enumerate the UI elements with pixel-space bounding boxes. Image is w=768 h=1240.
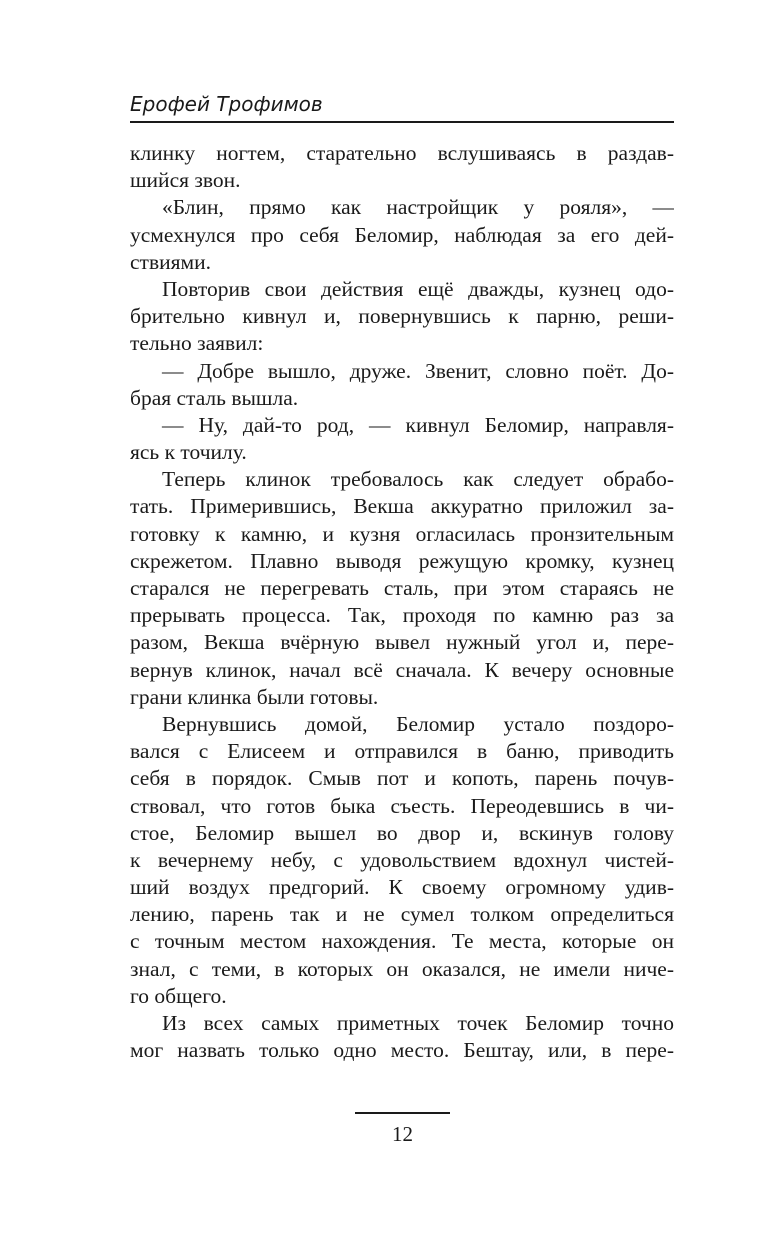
text-line: — Ну, дай-то род, — кивнул Беломир, направля- [162,412,674,437]
text-line: к вечернему небу, с удовольствием вдохнул чистей- [130,847,674,872]
text-line: мог назвать только одно место. Бештау, или, в пере- [130,1038,674,1063]
text-line: разом, Векша вчёрную вывел нужный угол и, пере- [130,630,674,655]
text-line: ствовал, что готов быка съесть. Переодевшись в чи- [130,793,674,818]
text-line: знал, с теми, в которых он оказался, не имели ниче- [130,956,674,981]
text-line: вался с Елисеем и отправился в баню, приводить [130,739,674,764]
text-line: — Добре вышло, друже. Звенит, словно поёт. До- [162,358,674,383]
header-divider [130,121,674,123]
text-line: Теперь клинок требовалось как следует обрабо- [162,467,674,492]
text-line: тельно заявил: [130,331,264,356]
text-line: готовку к камню, и кузня огласилась пронзительным [130,521,674,546]
text-line: старался не перегревать сталь, при этом стараясь не [130,576,674,600]
text-line: ший воздух предгорий. К своему огромному удив- [130,875,674,900]
text-line: усмехнулся про себя Беломир, наблюдая за его дей- [130,222,674,247]
body-text [130,140,674,1064]
text-line: тать. Примерившись, Векша аккуратно приложил за- [130,494,674,519]
footer-divider [355,1112,450,1114]
text-line: клинку ногтем, старательно вслушиваясь в раздав- [130,141,674,165]
text-line: стое, Беломир вышел во двор и, вскинув голову [130,820,674,845]
text-line: вернув клинок, начал всё сначала. К вечеру основные [130,657,674,682]
text-line: го общего. [130,983,227,1008]
text-line: лению, парень так и не сумел толком определиться [130,902,674,927]
text-line: себя в порядок. Смыв пот и копоть, парень почув- [130,766,674,791]
text-line: шийся звон. [130,168,241,193]
text-line: грани клинка были готовы. [130,684,379,709]
text-line: Повторив свои действия ещё дважды, кузнец одо- [162,276,674,301]
text-line: прерывать процесса. Так, проходя по камню раз за [130,603,674,628]
text-line: Вернувшись домой, Беломир устало поздоро- [162,711,674,736]
running-head-author: Ерофей Трофимов [130,92,323,116]
text-line: скрежетом. Плавно выводя режущую кромку, кузнец [130,548,674,573]
text-line: с точным местом нахождения. Те места, которые он [130,929,674,954]
text-line: брая сталь вышла. [130,385,299,410]
text-line: ясь к точилу. [130,440,247,465]
text-line: «Блин, прямо как настройщик у рояля», — [162,195,674,220]
text-line: брительно кивнул и, повернувшись к парню, реши- [130,304,674,329]
text-line: ствиями. [130,249,211,274]
text-line: Из всех самых приметных точек Беломир точно [162,1011,674,1035]
page-number: 12 [392,1122,413,1146]
